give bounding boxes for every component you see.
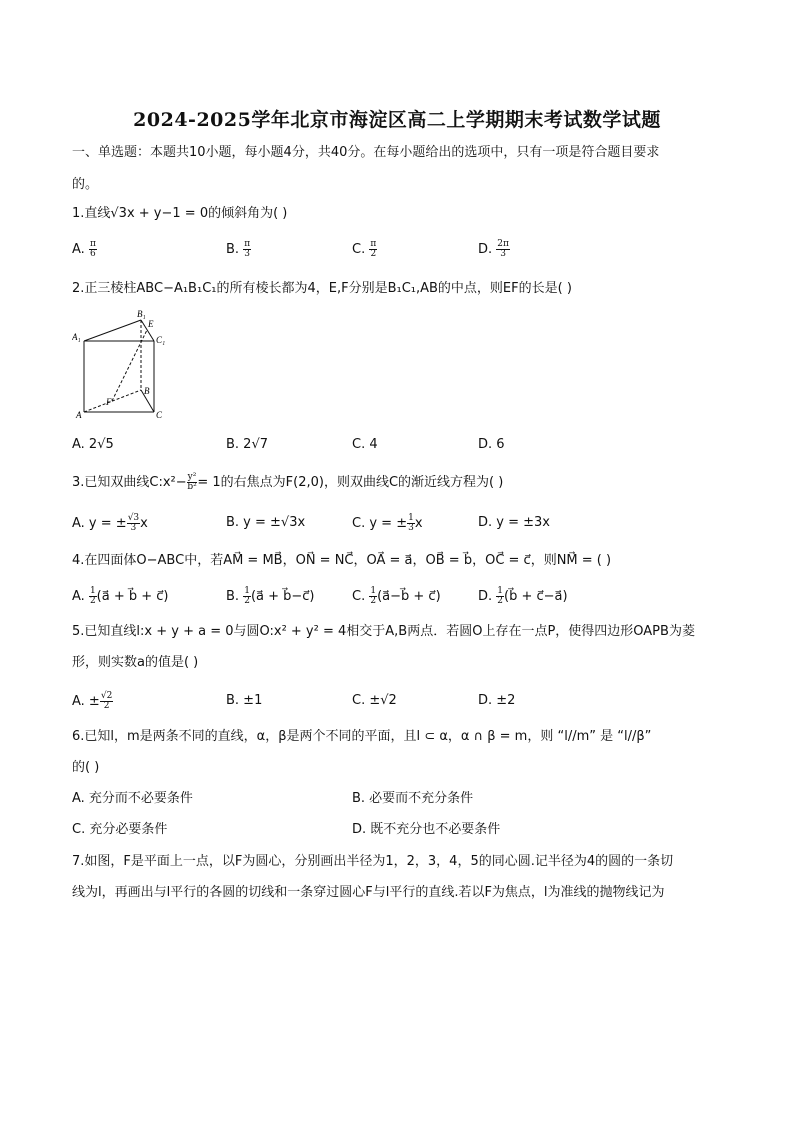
q1-option-c: C. $\frac{\pi}{2}$	[352, 239, 377, 259]
q3-option-b: B. y = ±√3x	[226, 515, 306, 530]
q2-option-b: B. 2√7	[226, 437, 269, 452]
q4-stem: 4.在四面体O−ABC中，若AM⃗ = MB⃗，ON⃗ = NC⃗，OA⃗ = a⃗，OB⃗ = b⃗，OC⃗ = c⃗，则NM⃗ = ( )	[72, 553, 612, 568]
q1-option-a: A. $\frac{\pi}{6}$	[72, 239, 96, 259]
q1-option-b: B. $\frac{\pi}{3}$	[226, 239, 251, 259]
section-instructions-line2: 的。	[72, 177, 99, 192]
label-a: A	[76, 410, 82, 420]
q4-option-d: D. $\frac{1}{2}$ (b⃗ + c⃗−a⃗)	[478, 586, 568, 606]
label-e: E	[148, 319, 154, 329]
q3-option-d: D. y = ±3x	[478, 515, 550, 530]
q3-option-a: A. y = ± $\frac{√3}{3}$ x	[72, 513, 148, 533]
prism-figure	[72, 308, 172, 420]
q5-option-a: A. ± $\frac{√2}{2}$	[72, 691, 113, 711]
q6-option-c: C. 充分必要条件	[72, 822, 168, 837]
q2-option-d: D. 6	[478, 437, 505, 452]
q5-stem-line1: 5.已知直线l:x + y + a = 0与圆O:x² + y² = 4相交于A,B两点．若圆O上存在一点P，使得四边形OAPB为菱	[72, 624, 695, 639]
q3-option-c: C. y = ± $\frac{1}{3}$ x	[352, 513, 423, 533]
q2-option-c: C. 4	[352, 437, 378, 452]
q4-option-c: C. $\frac{1}{2}$ (a⃗−b⃗ + c⃗)	[352, 586, 441, 606]
label-b1: B₁	[137, 309, 146, 319]
q6-option-b: B. 必要而不充分条件	[352, 791, 474, 806]
q6-option-a: A. 充分而不必要条件	[72, 791, 193, 806]
page-title: 2024-2025学年北京市海淀区高二上学期期末考试数学试题	[133, 109, 661, 131]
label-a1: A₁	[72, 332, 81, 342]
q6-stem-line2: 的( )	[72, 760, 100, 775]
label-f: F	[106, 397, 112, 407]
q4-option-a: A. $\frac{1}{2}$ (a⃗ + b⃗ + c⃗)	[72, 586, 169, 606]
q6-option-d: D. 既不充分也不必要条件	[352, 822, 501, 837]
section-instructions-line1: 一、单选题：本题共10小题，每小题4分，共40分。在每小题给出的选项中，只有一项是符合题目要求	[72, 145, 660, 160]
q7-stem-line1: 7.如图，F是平面上一点，以F为圆心，分别画出半径为1，2，3，4，5的同心圆.记半径为4的圆的一条切	[72, 854, 674, 869]
q4-option-b: B. $\frac{1}{2}$ (a⃗ + b⃗−c⃗)	[226, 586, 315, 606]
q1-stem: 1.直线√3x + y−1 = 0的倾斜角为( )	[72, 206, 288, 221]
q2-option-a: A. 2√5	[72, 437, 114, 452]
q6-stem-line1: 6.已知l，m是两条不同的直线，α，β是两个不同的平面，且l ⊂ α，α ∩ β = m，则 “l//m” 是 “l//β”	[72, 729, 652, 744]
q3-stem: 3.已知双曲线C:x²− $\frac{\text{y²}}{\text{b²}}$ = 1的右焦点为F(2,0)，则双曲线C的渐近线方程为( )	[72, 472, 504, 492]
label-c: C	[156, 410, 163, 420]
q5-option-d: D. ±2	[478, 693, 516, 708]
q1-option-d: D. $\frac{2\pi}{3}$	[478, 239, 509, 259]
q5-option-c: C. ±√2	[352, 693, 397, 708]
q5-option-b: B. ±1	[226, 693, 263, 708]
label-c1: C₁	[156, 335, 166, 345]
label-b: B	[144, 386, 150, 396]
q2-stem: 2.正三棱柱ABC−A₁B₁C₁的所有棱长都为4，E,F分别是B₁C₁,AB的中点，则EF的长是( )	[72, 281, 572, 296]
q5-stem-line2: 形，则实数a的值是( )	[72, 655, 199, 670]
q7-stem-line2: 线为l，再画出与l平行的各圆的切线和一条穿过圆心F与l平行的直线.若以F为焦点，l为准线的抛物线记为	[72, 885, 665, 900]
